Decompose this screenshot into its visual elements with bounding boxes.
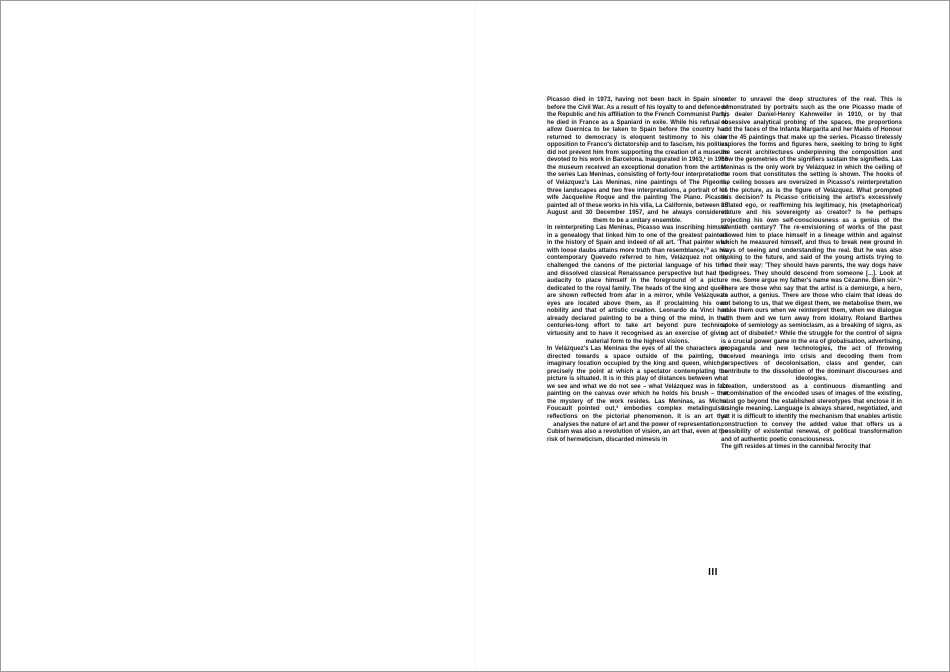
paragraph: There are those who say that the artist is a demiurge, a hero, an author, a genius. There are those who claim that ideas do not belong to us, that we digest them, we metabolise them, we make them ours when we reinterpret them, when we dialogue with them and we turn away from idolatry. Roland Barthes spoke of semiology as semioclasm, as a breaking of signs, as an act of disbelief.⁵ While the struggle for the control of signs is a crucial power game in the era of globalisation, advertising, propaganda and new technologies, the act of throwing received meanings into crisis and decoding them from perspectives of decolonisation, class and gender, can contribute to the dissolution of the dominant discourses and ideologies. [721, 285, 902, 383]
paragraph: Cubism was also a revolution of vision, an art that, even at the risk of hermeticism, discarded mimesis in [547, 429, 728, 443]
page-number: III [708, 567, 718, 578]
paragraph: The gift resides at times in the cannibal ferocity that [721, 444, 871, 451]
page-gutter [475, 1, 476, 671]
text-column-left [547, 97, 728, 444]
paragraph: order to unravel the deep structures of the real. This is demonstrated by portraits such as the one Picasso made of his dealer Daniel-Henry Kahnweiler in 1910, or by that obsessive analytical probing of the spaces, the proportions and the faces of the Infanta Margarita and her Maids of Honour in the 45 paintings that make up the series. Picasso tirelessly explores the forms and figures here, seeking to bring to light the secret architectures underpinning the composition and how the geometries of the signifiers sustain the signifieds. Las Meninas is the only work by Velázquez in which the ceiling of the room that constitutes the setting is shown. The hooks of the ceiling bosses are oversized in Picasso's reinterpretation of the picture, as is the figure of Velázquez. What prompted this decision? Is Picasso criticising the artist's excessively inflated ego, or reaffirming his legitimacy, his (metaphorical) stature and his sovereignty as creator? Is he perhaps projecting his own self-consciousness as a genius of the twentieth century? The re-envisioning of works of the past allowed him to place himself in a lineage within and against which he measured himself, and thus to break new ground in ways of seeing and understanding the real. But he was also looking to the future, and said of the young artists trying to find their way: 'They should have parents, the way dogs have pedigrees. They should descend from someone [...]. Look at me. Some argue my father's name was Cézanne. Bien sûr.'⁴ [721, 97, 902, 285]
paragraph: Creation, understood as a continuous dismantling and recombination of the encoded uses of images of the existing, must go beyond the established stereotypes that enclose it in a single meaning. Language is always shared, negotiated, and yet it is difficult to identify the mechanism that enables artistic construction to convey the added value that offers us a possibility of existential renewal, of political transformation and of authentic poetic consciousness. [721, 383, 902, 443]
paragraph: In Velázquez's Las Meninas the eyes of all the characters are directed towards a space outside of the painting, the imaginary location occupied by the king and queen, which is precisely the point at which a spectator contemplating the picture is situated. It is in this play of distances between what we see and what we do not see – what Velázquez was in fact painting on the canvas over which he holds his brush – that the mystery of the work resides. Las Meninas, as Michel Foucault pointed out,³ embodies complex metalinguistic reflections on the pictorial phenomenon. It is an art that analyses the nature of art and the power of representation. [547, 346, 728, 428]
paragraph: Picasso died in 1973, having not been back in Spain since before the Civil War. As a result of his loyalty to and defence of the Republic and his affiliation to the French Communist Party, he died in France as a Spaniard in exile. While his refusal to allow Guernica to be taken to Spain before the country had returned to democracy is eloquent testimony to his clear opposition to Franco's dictatorship and to fascism, his politics did not prevent him from supporting the creation of a museum devoted to his work in Barcelona. Inaugurated in 1963,¹ in 1968 the museum received an exceptional donation from the artist: the series Las Meninas, consisting of forty-four interpretations of Velázquez's Las Meninas, nine paintings of The Pigeons, three landscapes and two free interpretations, a portrait of his wife Jacqueline Roque and the painting The Piano. Picasso painted all of these works in his villa, La Californie, between 15 August and 30 December 1957, and he always considered them to be a unitary ensemble. [547, 97, 728, 224]
text-column-right [721, 97, 902, 452]
paragraph: In reinterpreting Las Meninas, Picasso was inscribing himself in a genealogy that linked him to one of the greatest painters in the history of Spain and indeed of all art. 'That painter who with loose daubs attains more truth than resemblance,'² as his contemporary Quevedo referred to him, Velázquez not only challenged the canons of the pictorial language of his time and dissolved classical Renaissance perspective but had the audacity to place himself in the foreground of a picture dedicated to the royal family. The heads of the king and queen are shown reflected from afar in a mirror, while Velázquez's eyes are located above them, as if proclaiming his own nobility and that of artistic creation. Leonardo da Vinci had already declared painting to be a thing of the mind, in that centuries-long effort to take art beyond pure technical virtuosity and to have it recognised as an exercise of giving material form to the highest visions. [547, 225, 728, 345]
